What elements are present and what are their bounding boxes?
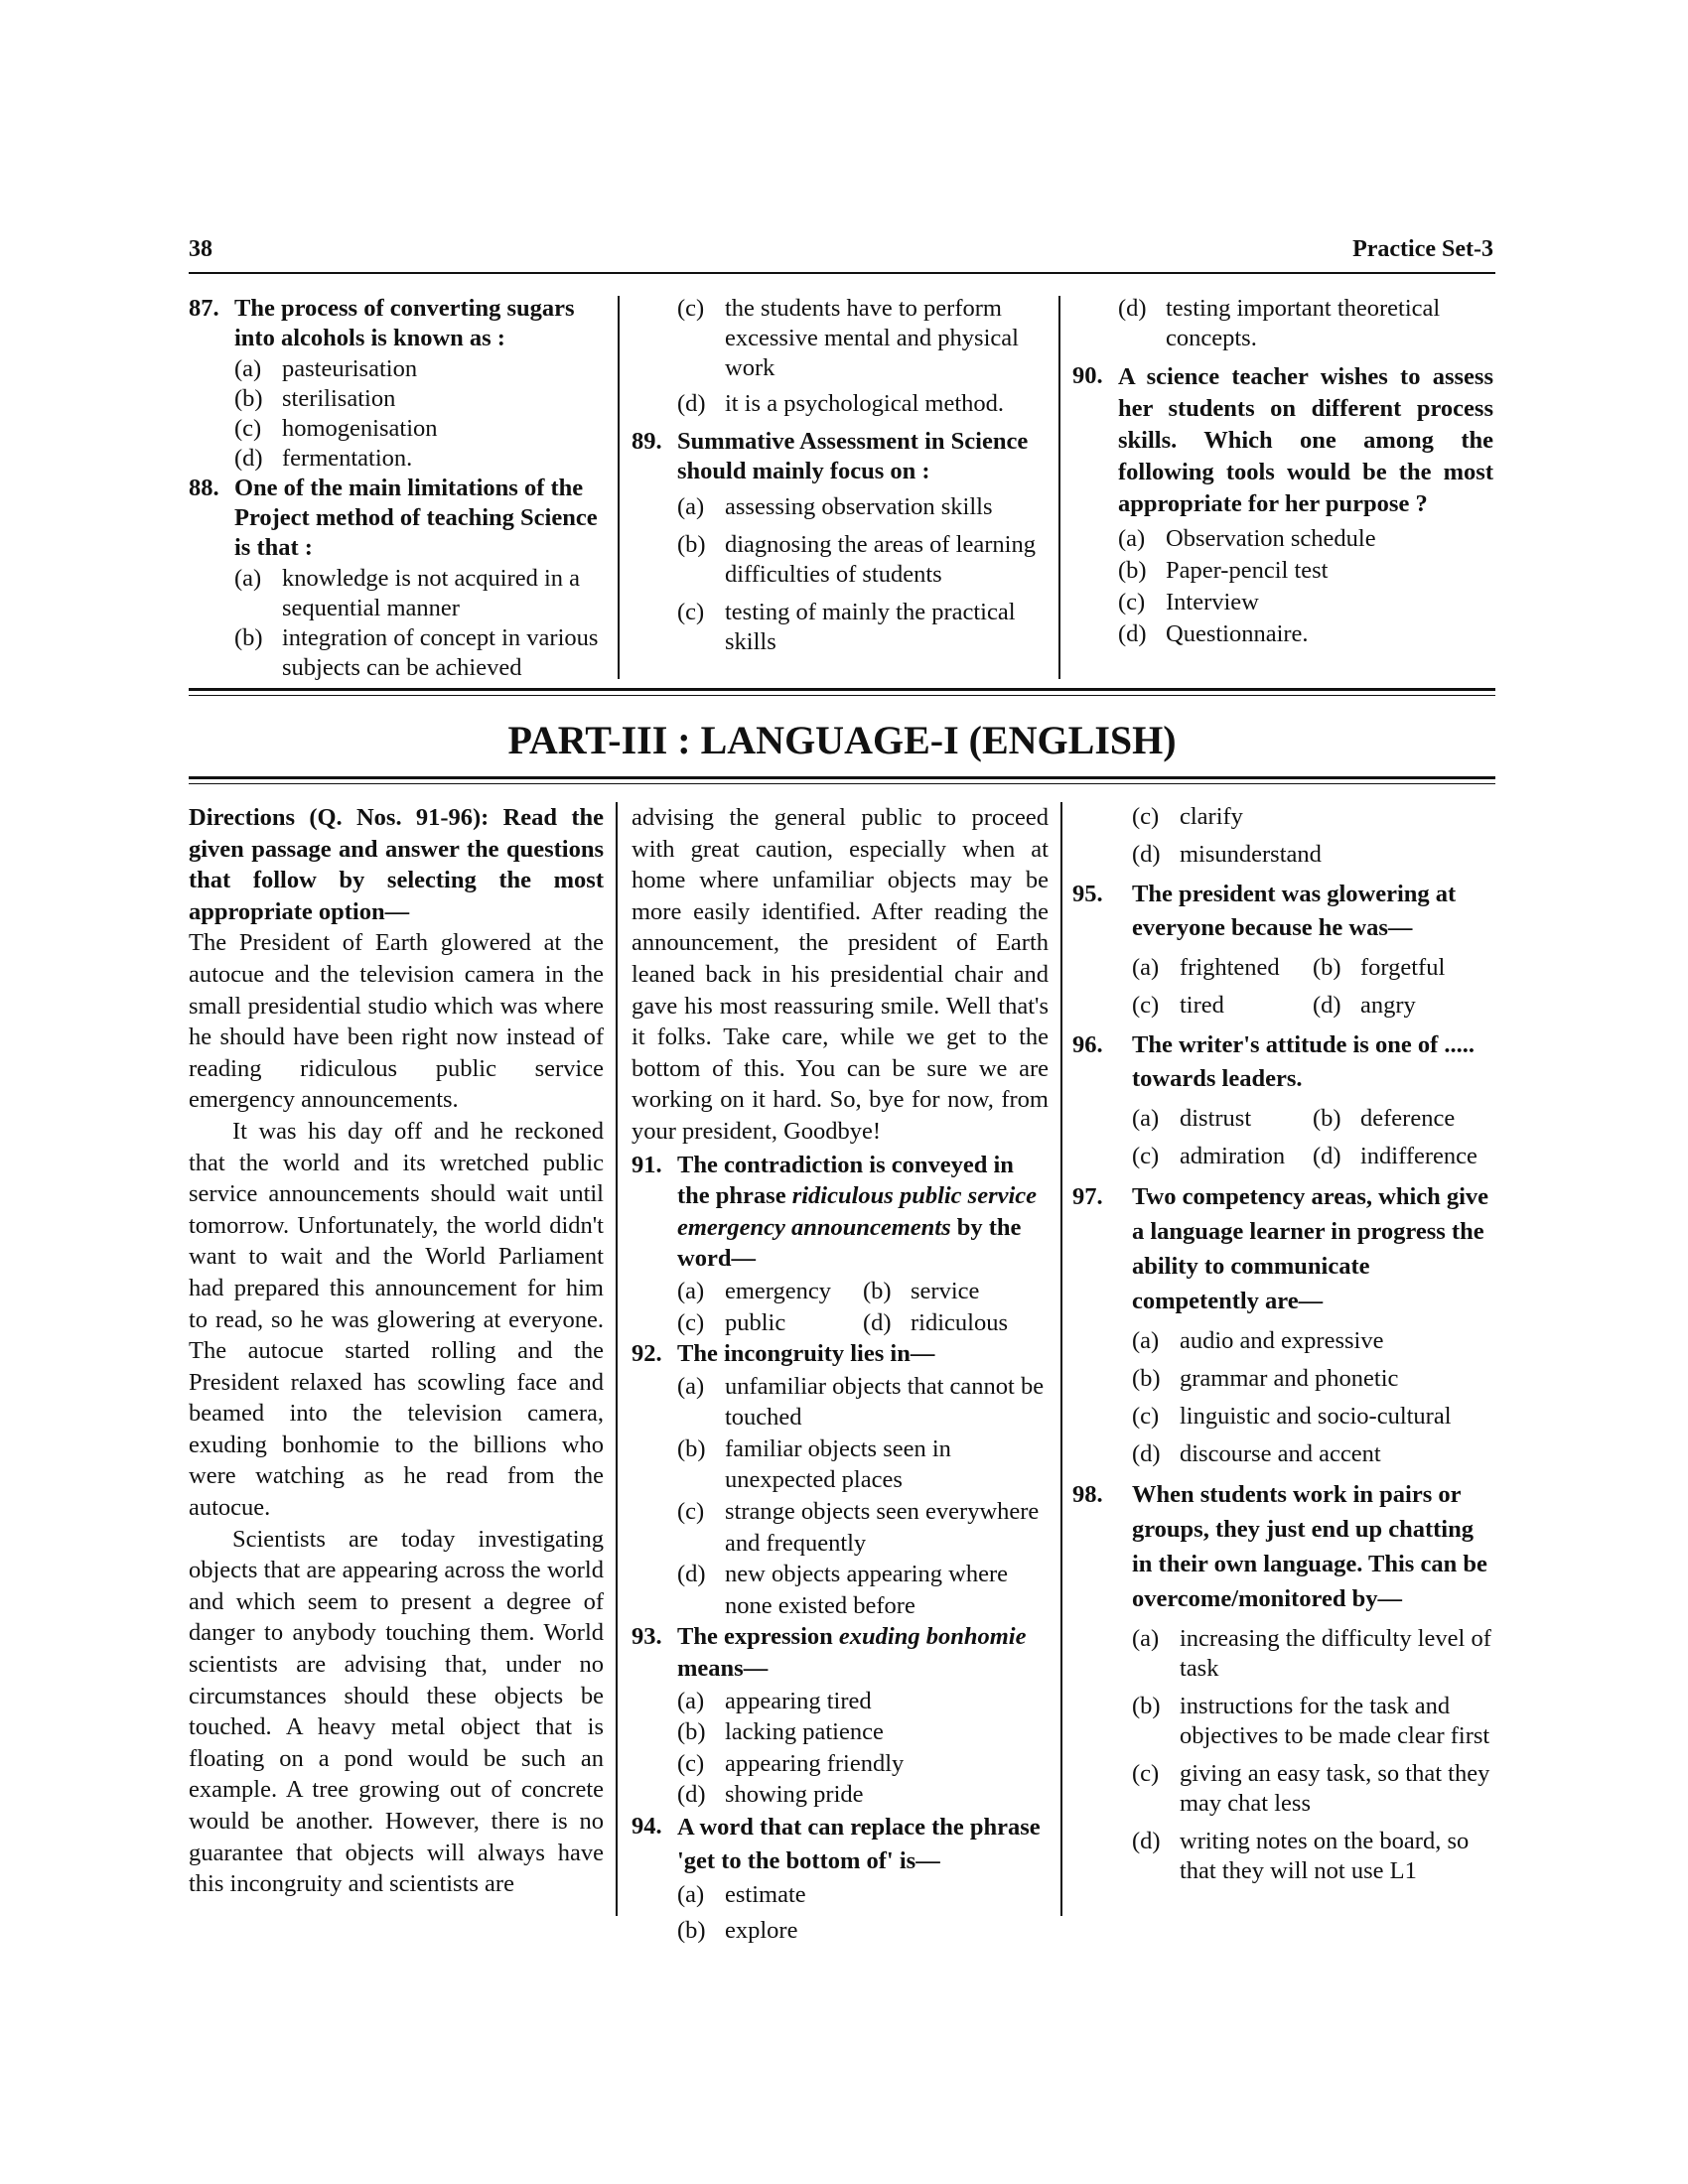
question-number: 89. [632, 428, 662, 455]
page-number: 38 [189, 236, 212, 262]
option-label: (b) [234, 385, 263, 412]
option-text: appearing tired [725, 1687, 872, 1714]
option-label: (a) [234, 565, 262, 592]
option-label: (d) [1118, 295, 1147, 322]
option-label: (c) [677, 1749, 705, 1777]
question-text: The writer's attitude is one of ..... towards leaders. [1132, 1031, 1475, 1092]
question-number: 94. [632, 1813, 662, 1840]
option-label: (d) [234, 445, 263, 472]
option-label: (b) [1118, 557, 1147, 584]
option-label: (a) [234, 355, 262, 382]
question-text: Summative Assessment in Science should mainly focus on : [677, 428, 1029, 484]
question-number: 87. [189, 295, 219, 322]
option-text: Observation schedule [1166, 525, 1376, 552]
header-rule [189, 272, 1495, 274]
directions: Directions (Q. Nos. 91-96): Read the given passage and answer the questions that follow by selecting the most appropriate option— [189, 804, 604, 925]
option-text: knowledge is not acquired in a sequential manner [282, 565, 581, 621]
option-label: (c) [1132, 992, 1160, 1019]
option-label: (a) [1118, 525, 1146, 552]
option-text: Paper-pencil test [1166, 557, 1329, 584]
option-label: (c) [677, 295, 705, 322]
option-label: (d) [677, 1561, 706, 1588]
option-text: appearing friendly [725, 1749, 905, 1777]
option-text: linguistic and socio-cultural [1180, 1403, 1452, 1430]
option-label: (d) [1313, 992, 1341, 1019]
question-emphasis: ridiculous public service emergency announcements [677, 1182, 1038, 1241]
question-text: Two competency areas, which give a language learner in progress the ability to communicate competently are— [1132, 1183, 1489, 1314]
option-text: testing important theoretical concepts. [1166, 295, 1441, 351]
option-text: angry [1360, 992, 1416, 1019]
passage-paragraph: Scientists are today investigating objects that are appearing across the world and which seem to present a degree of danger to anybody touching them. World scientists are advising that, under no circumstances should these objects be touched. A heavy metal object that is floating on a pond would be such an example. A tree growing out of concrete would be another. However, there is no guarantee that objects will always have this incongruity and scientists are [189, 1525, 604, 1898]
option-label: (b) [1313, 954, 1341, 981]
option-text: assessing observation skills [725, 493, 993, 520]
option-label: (a) [1132, 1327, 1160, 1354]
option-text: it is a psychological method. [725, 390, 1005, 417]
top-column-2 [632, 294, 1049, 657]
option-label: (a) [677, 1687, 705, 1714]
option-text: Questionnaire. [1166, 620, 1309, 647]
option-text: tired [1180, 992, 1224, 1019]
option-text: integration of concept in various subjects can be achieved [282, 624, 599, 681]
option-label: (d) [677, 390, 706, 417]
option-text: forgetful [1360, 954, 1446, 981]
option-text: strange objects seen everywhere and frequently [725, 1498, 1040, 1557]
option-label: (b) [677, 531, 706, 558]
question-text: The president was glowering at everyone because he was— [1132, 881, 1457, 941]
option-text: clarify [1180, 803, 1243, 830]
question-text-part: by the word— [677, 1213, 1022, 1273]
option-label: (d) [1132, 841, 1161, 868]
question-number: 92. [632, 1340, 662, 1368]
option-label: (b) [863, 1277, 892, 1304]
questions-column-3 [1072, 802, 1493, 1894]
question-text: One of the main limitations of the Project method of teaching Science is that : [234, 475, 598, 561]
question-text-part: The contradiction is conveyed in the phrase [677, 1151, 1014, 1210]
option-text: instructions for the task and objectives to be made clear first [1180, 1693, 1490, 1749]
option-label: (a) [1132, 954, 1160, 981]
option-text: lacking patience [725, 1718, 884, 1746]
passage-paragraph: advising the general public to proceed with great caution, especially when at home where unfamiliar objects may be more easily identified. After reading the announcement, the president of Earth leaned back in his presidential chair and gave his most reassuring smile. Well that's it folks. Take care, while we get to the bottom of this. You can be sure we are working on it hard. So, bye for now, from your president, Goodbye! [632, 804, 1049, 1145]
option-text: increasing the difficulty level of task [1180, 1625, 1491, 1682]
section-rule [189, 776, 1495, 779]
option-text: ridiculous [911, 1308, 1008, 1336]
question-number: 91. [632, 1151, 662, 1178]
option-text: the students have to perform excessive mental and physical work [725, 295, 1019, 381]
option-label: (d) [1118, 620, 1147, 647]
option-label: (c) [677, 1498, 705, 1526]
option-text: sterilisation [282, 385, 396, 412]
question-text-part: means— [677, 1655, 769, 1683]
option-label: (a) [677, 1881, 705, 1908]
option-label: (b) [1132, 1693, 1161, 1719]
section-rule [189, 695, 1495, 696]
passage-column-2 [632, 802, 1049, 1946]
option-text: diagnosing the areas of learning difficulties of students [725, 531, 1036, 588]
option-label: (d) [1132, 1440, 1161, 1467]
option-text: Interview [1166, 589, 1259, 615]
option-text: public [725, 1308, 786, 1336]
option-text: giving an easy task, so that they may chat less [1180, 1760, 1490, 1817]
option-text: frightened [1180, 954, 1280, 981]
option-label: (a) [677, 1372, 705, 1400]
question-text-part: The expression [677, 1623, 839, 1651]
question-number: 96. [1072, 1031, 1103, 1058]
column-divider [618, 296, 620, 679]
option-label: (c) [1132, 803, 1160, 830]
option-label: (c) [1132, 1143, 1160, 1169]
option-label: (b) [677, 1434, 706, 1462]
option-text: pasteurisation [282, 355, 418, 382]
question-number: 95. [1072, 881, 1103, 907]
option-label: (c) [1132, 1760, 1160, 1787]
option-label: (c) [1132, 1403, 1160, 1430]
option-text: familiar objects seen in unexpected places [725, 1434, 951, 1494]
option-text: unfamiliar objects that cannot be touched [725, 1372, 1045, 1432]
option-label: (d) [1313, 1143, 1341, 1169]
option-text: service [911, 1277, 980, 1304]
option-text: misunderstand [1180, 841, 1322, 868]
option-label: (c) [1118, 589, 1146, 615]
option-label: (a) [677, 1277, 705, 1304]
section-rule [189, 688, 1495, 691]
question-text: A science teacher wishes to assess her students on different process skills. Which one among the following tools would be the most appropriate for her purpose ? [1118, 363, 1493, 517]
option-text: showing pride [725, 1781, 864, 1809]
option-label: (c) [677, 1308, 705, 1336]
option-text: testing of mainly the practical skills [725, 599, 1016, 655]
option-label: (a) [677, 493, 705, 520]
column-divider [1060, 802, 1062, 1916]
option-text: fermentation. [282, 445, 413, 472]
option-text: estimate [725, 1881, 806, 1908]
passage-paragraph: The President of Earth glowered at the autocue and the television camera in the small presidential studio which was where he should have been right now instead of reading ridiculous public service emergency announcements. [189, 929, 604, 1114]
option-label: (d) [1132, 1828, 1161, 1854]
set-title: Practice Set-3 [1352, 236, 1493, 262]
column-divider [1058, 296, 1060, 679]
question-number: 93. [632, 1623, 662, 1651]
option-text: new objects appearing where none existed before [725, 1561, 1009, 1619]
option-text: grammar and phonetic [1180, 1365, 1399, 1392]
option-label: (c) [234, 415, 262, 442]
passage-paragraph: It was his day off and he reckoned that the world and its wretched public service announcements should wait until tomorrow. Unfortunately, the world didn't want to wait and the World Parliament had prepared this announcement for him to read, so he was glowering at everyone. The autocue started rolling and the President relaxed has scowling face and beamed into the television camera, exuding bonhomie to the billions who were watching as he read from the autocue. [189, 1117, 604, 1522]
passage-column-1 [189, 802, 604, 1900]
part-title: PART-III : LANGUAGE-I (ENGLISH) [507, 718, 1177, 762]
option-label: (d) [677, 1781, 706, 1809]
question-emphasis: exuding bonhomie [838, 1623, 1027, 1651]
option-label: (c) [677, 599, 705, 625]
option-text: admiration [1180, 1143, 1286, 1169]
question-text [677, 1150, 1049, 1275]
option-text: deference [1360, 1105, 1456, 1132]
option-text: writing notes on the board, so that they will not use L1 [1180, 1828, 1470, 1884]
option-text: emergency [725, 1277, 832, 1304]
question-text: The incongruity lies in— [677, 1340, 935, 1368]
option-label: (b) [677, 1718, 706, 1746]
option-label: (d) [863, 1308, 892, 1336]
question-text: A word that can replace the phrase 'get to the bottom of' is— [677, 1814, 1041, 1874]
option-label: (a) [1132, 1625, 1160, 1652]
question-number: 88. [189, 475, 219, 501]
option-text: indifference [1360, 1143, 1477, 1169]
section-rule [189, 783, 1495, 784]
question-number: 90. [1072, 362, 1103, 389]
option-label: (a) [1132, 1105, 1160, 1132]
question-text: The process of converting sugars into alcohols is known as : [234, 295, 575, 351]
option-label: (b) [1313, 1105, 1341, 1132]
option-text: discourse and accent [1180, 1440, 1381, 1467]
question-text: When students work in pairs or groups, they just end up chatting in their own language. This can be overcome/monitored by— [1132, 1481, 1487, 1612]
top-column-1 [189, 294, 604, 683]
option-text: distrust [1180, 1105, 1252, 1132]
option-text: audio and expressive [1180, 1327, 1384, 1354]
top-column-3 [1072, 294, 1493, 649]
option-label: (b) [234, 624, 263, 651]
question-number: 97. [1072, 1183, 1103, 1210]
option-label: (b) [677, 1916, 706, 1944]
option-label: (b) [1132, 1365, 1161, 1392]
option-text: explore [725, 1916, 798, 1944]
column-divider [616, 802, 618, 1916]
question-number: 98. [1072, 1481, 1103, 1508]
option-text: homogenisation [282, 415, 438, 442]
question-text [677, 1621, 1049, 1684]
